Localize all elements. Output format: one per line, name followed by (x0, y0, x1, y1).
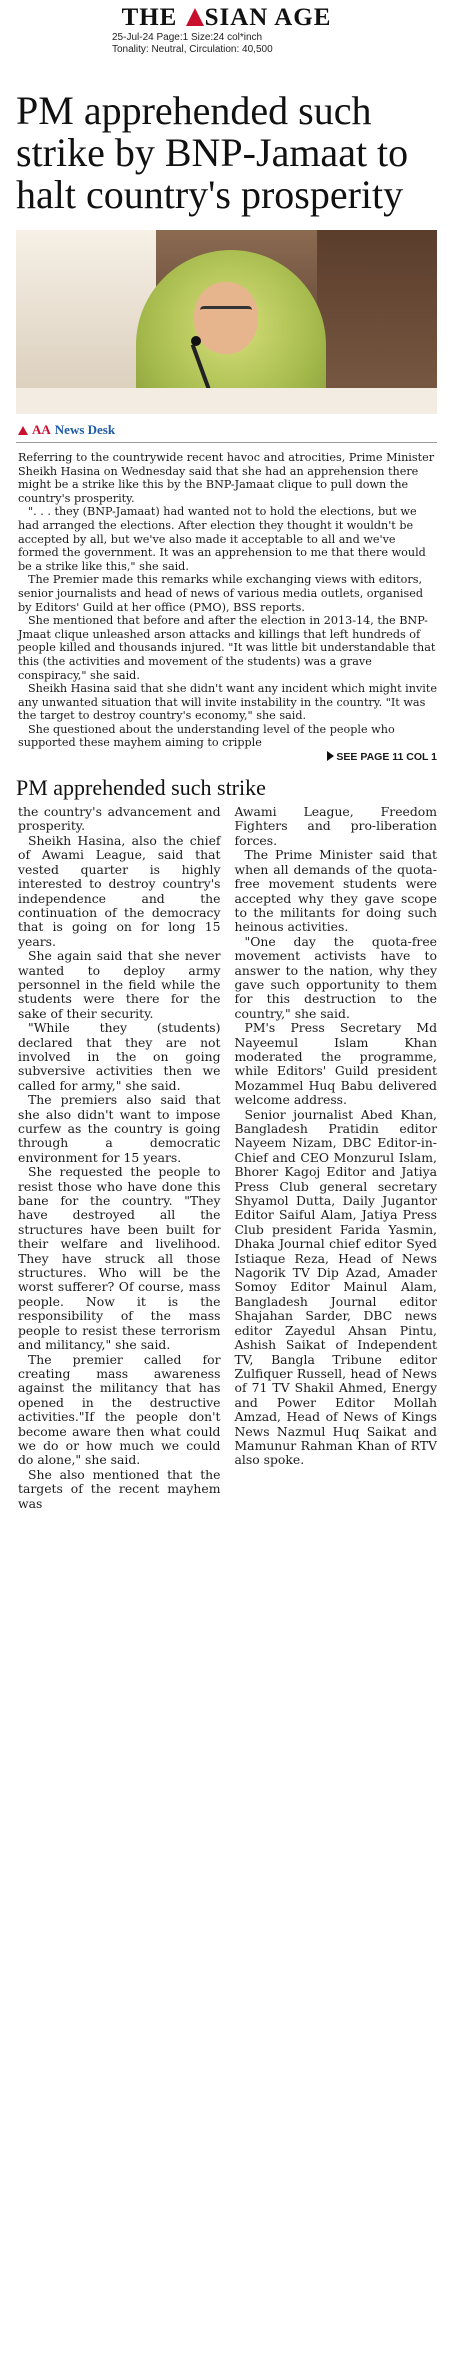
headline: PM apprehended such strike by BNP-Jamaat to halt country's prosperity (16, 88, 409, 217)
column-paragraph: "While they (students) declared that they are not involved in the on going subversive activities then we called for army," she said. (18, 1020, 221, 1093)
photo-desk (16, 388, 437, 414)
photo-subject-glasses (200, 306, 252, 319)
photo-background-right (317, 230, 437, 414)
see-page-jump (0, 751, 437, 763)
masthead (0, 0, 453, 56)
byline (18, 422, 453, 438)
column-paragraph: She also mentioned that the targets of the recent mayhem was (18, 1466, 221, 1511)
column-paragraph: She requested the people to resist those who have done this bane for the country. "They have destroyed all the structures have been built for their welfare and livelihood. They have struck all those structures. Who will be the worst sufferer? Of course, mass people. Now it is the responsibility of the mass people to resist these terrorism and militancy," she said. (18, 1164, 221, 1353)
clip-meta-line2: Tonality: Neutral, Circulation: 40,500 (112, 44, 273, 55)
logo-the: THE (121, 4, 178, 31)
lead-paragraph: The Premier made this remarks while exchanging views with editors, senior journalists and head of news of various media outlets, organised by Editors' Guild at her office (PMO), BSS reports. (18, 573, 424, 614)
byline-divider (16, 442, 437, 443)
lead-article (18, 451, 437, 750)
see-page-label: SEE PAGE 11 COL 1 (336, 751, 437, 764)
column-paragraph: The Prime Minister said that when all demands of the quota-free movement students were accepted why they gave scope to the militants for doing such heinous activities. (234, 847, 437, 935)
column-paragraph: The premiers also said that she also didn't want to impose curfew as the country is going through a democratic environment for 15 years. (18, 1092, 221, 1165)
column-paragraph: The premier called for creating mass awareness against the militancy that has opened in the destructive activities."If the people don't become aware then what could we do or how much we could do alone," she said. (18, 1351, 221, 1468)
logo-age: AGE (274, 4, 332, 31)
column-paragraph: Senior journalist Abed Khan, Bangladesh Pratidin editor Nayeem Nizam, DBC Editor-in-Chief and CEO Monzurul Islam, Bhorer Kagoj Editor and Jatiya Press Club general secretary Shyamol Dutta, Daily Jugantor Editor Saiful Alam, Jatiya Press Club president Farida Yasmin, Dhaka Journal chief editor Syed Istiaque Reza, Head of News Nagorik TV Dip Azad, Amader Somoy Editor Mainul Alam, Bangladesh Journal editor Shajahan Sarder, DBC news editor Zayedul Ahsan Pintu, Ashish Saikat of Independent TV, Bangla Tribune editor Zulfiquer Russell, head of News of 71 TV Shakil Ahmed, Energy and Power Editor Mollah Amzad, Head of News of Kings News Nazmul Huq Saikat and Mamunur Rahman Khan of RTV also spoke. (234, 1106, 437, 1468)
logo-sian: SIAN (204, 4, 269, 31)
clip-meta-line1: 25-Jul-24 Page:1 Size:24 col*inch (112, 32, 263, 43)
column-paragraph: the country's advancement and prosperity. (18, 804, 221, 834)
byline-triangle-icon (18, 426, 28, 435)
column-right (235, 805, 438, 1511)
photo-background-left (16, 230, 156, 414)
column-paragraph: Sheikh Hasina, also the chief of Awami League, said that vested quarter is highly interested to destroy country's independence and the continuation of the democracy that is going on for long 15 years. (18, 832, 221, 949)
continuation-headline: PM apprehended such strike (16, 775, 266, 801)
lead-paragraph: She mentioned that before and after the election in 2013-14, the BNP-Jmaat clique unleashed arson attacks and killings that left hundreds of people killed and thousands injured. "It was little bit understandable that this (the activities and movement of the students) was a grave conspiracy," she said. (18, 614, 436, 682)
newspaper-logo (0, 4, 453, 32)
lead-paragraph: Sheikh Hasina said that she didn't want any incident which might invite any unwanted situation that will invite instability in the country. "It was the target to destroy country's economy," she said. (18, 682, 437, 723)
byline-agency: AA (32, 422, 51, 437)
lead-paragraph: Referring to the countrywide recent havoc and atrocities, Prime Minister Sheikh Hasina on Wednesday said that she had an apprehension there might be a strike like this by the BNP-Jamaat clique to pull down the country's prosperity. (18, 451, 435, 505)
article-photo (16, 230, 437, 414)
continuation-columns (18, 805, 437, 1511)
logo-triangle-icon (186, 8, 204, 26)
lead-paragraph: She questioned about the understanding level of the people who supported these mayhem aiming to cripple (18, 722, 395, 750)
arrow-right-icon (327, 751, 334, 761)
column-left (18, 805, 221, 1511)
column-paragraph: She again said that she never wanted to deploy army personnel in the field while the students were there for the sake of their security. (18, 948, 221, 1021)
column-paragraph: Awami League, Freedom Fighters and pro-liberation forces. (234, 804, 437, 848)
microphone-head-icon (191, 336, 201, 346)
column-paragraph: PM's Press Secretary Md Nayeemul Islam Khan moderated the programme, while Editors' Guild president Mozammel Huq Babu delivered welcome address. (234, 1020, 437, 1108)
lead-paragraph: ". . . they (BNP-Jamaat) had wanted not to hold the elections, but we had arranged the elections. After election they thought it wouldn't be accepted by all, but we've also made it acceptable to all and we've formed the government. It was an apprehension to me that there would be a strike like this," she said. (18, 505, 426, 573)
column-paragraph: "One day the quota-free movement activists have to answer to the nation, why they gave such opportunity to them for this destruction to the country," she said. (234, 933, 437, 1021)
byline-desk: News Desk (54, 422, 116, 437)
